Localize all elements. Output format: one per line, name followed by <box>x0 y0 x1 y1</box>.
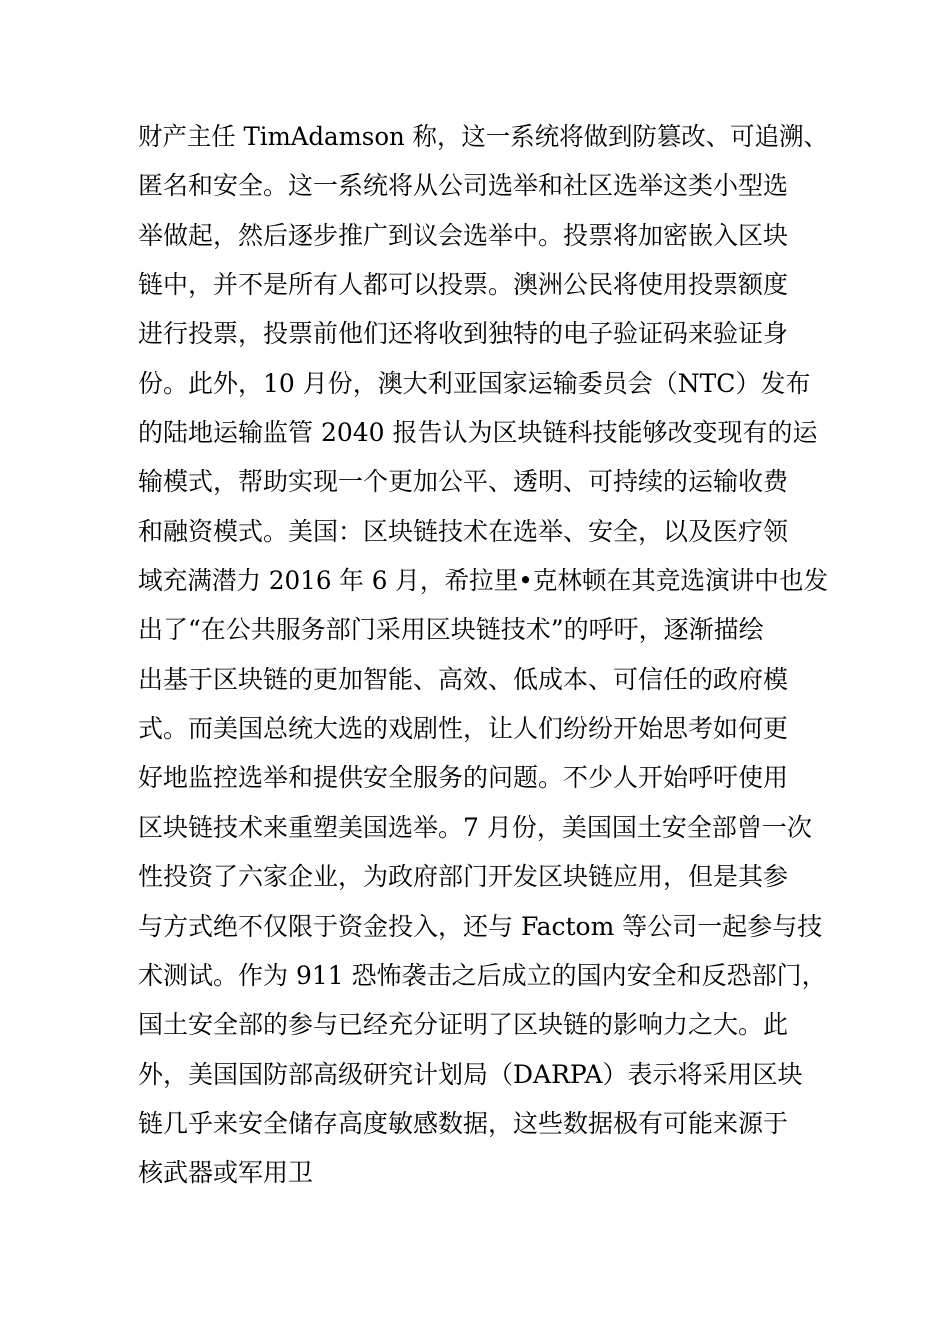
body-paragraph <box>138 112 828 1198</box>
text-line: 外，美国国防部高级研究计划局（DARPA）表示将采用区块 <box>138 1059 803 1089</box>
text-line: 术测试。作为 911 恐怖袭击之后成立的国内安全和反恐部门， <box>138 960 827 990</box>
text-line: 输模式，帮助实现一个更加公平、透明、可持续的运输收费 <box>138 467 789 497</box>
text-line: 出了“在公共服务部门采用区块链技术”的呼吁，逐渐描绘 <box>138 615 764 645</box>
text-line: 举做起，然后逐步推广到议会选举中。投票将加密嵌入区块 <box>138 220 789 250</box>
text-line: 国土安全部的参与已经充分证明了区块链的影响力之大。此 <box>138 1010 789 1040</box>
text-line: 性投资了六家企业，为政府部门开发区块链应用，但是其参 <box>138 862 789 892</box>
text-line: 出基于区块链的更加智能、高效、低成本、可信任的政府模 <box>138 664 789 694</box>
text-line: 匿名和安全。这一系统将从公司选举和社区选举这类小型选 <box>138 171 789 201</box>
text-line: 核武器或军用卫 <box>138 1158 314 1188</box>
text-line: 式。而美国总统大选的戏剧性，让人们纷纷开始思考如何更 <box>138 714 789 744</box>
text-line: 的陆地运输监管 2040 报告认为区块链科技能够改变现有的运 <box>138 418 818 448</box>
text-line: 份。此外，10 月份，澳大利亚国家运输委员会（NTC）发布 <box>138 368 811 398</box>
text-line: 链中，并不是所有人都可以投票。澳洲公民将使用投票额度 <box>138 270 789 300</box>
text-line: 区块链技术来重塑美国选举。7 月份，美国国土安全部曾一次 <box>138 812 812 842</box>
text-line: 和融资模式。美国：区块链技术在选举、安全，以及医疗领 <box>138 516 789 546</box>
text-line: 进行投票，投票前他们还将收到独特的电子验证码来验证身 <box>138 319 789 349</box>
text-line: 与方式绝不仅限于资金投入，还与 Factom 等公司一起参与技 <box>138 911 823 941</box>
text-line: 财产主任 TimAdamson 称，这一系统将做到防篡改、可追溯、 <box>138 122 828 151</box>
text-line: 链几乎来安全储存高度敏感数据，这些数据极有可能来源于 <box>138 1108 789 1138</box>
text-line: 域充满潜力 2016 年 6 月，希拉里•克林顿在其竞选演讲中也发 <box>138 566 829 596</box>
text-line: 好地监控选举和提供安全服务的问题。不少人开始呼吁使用 <box>138 763 789 793</box>
